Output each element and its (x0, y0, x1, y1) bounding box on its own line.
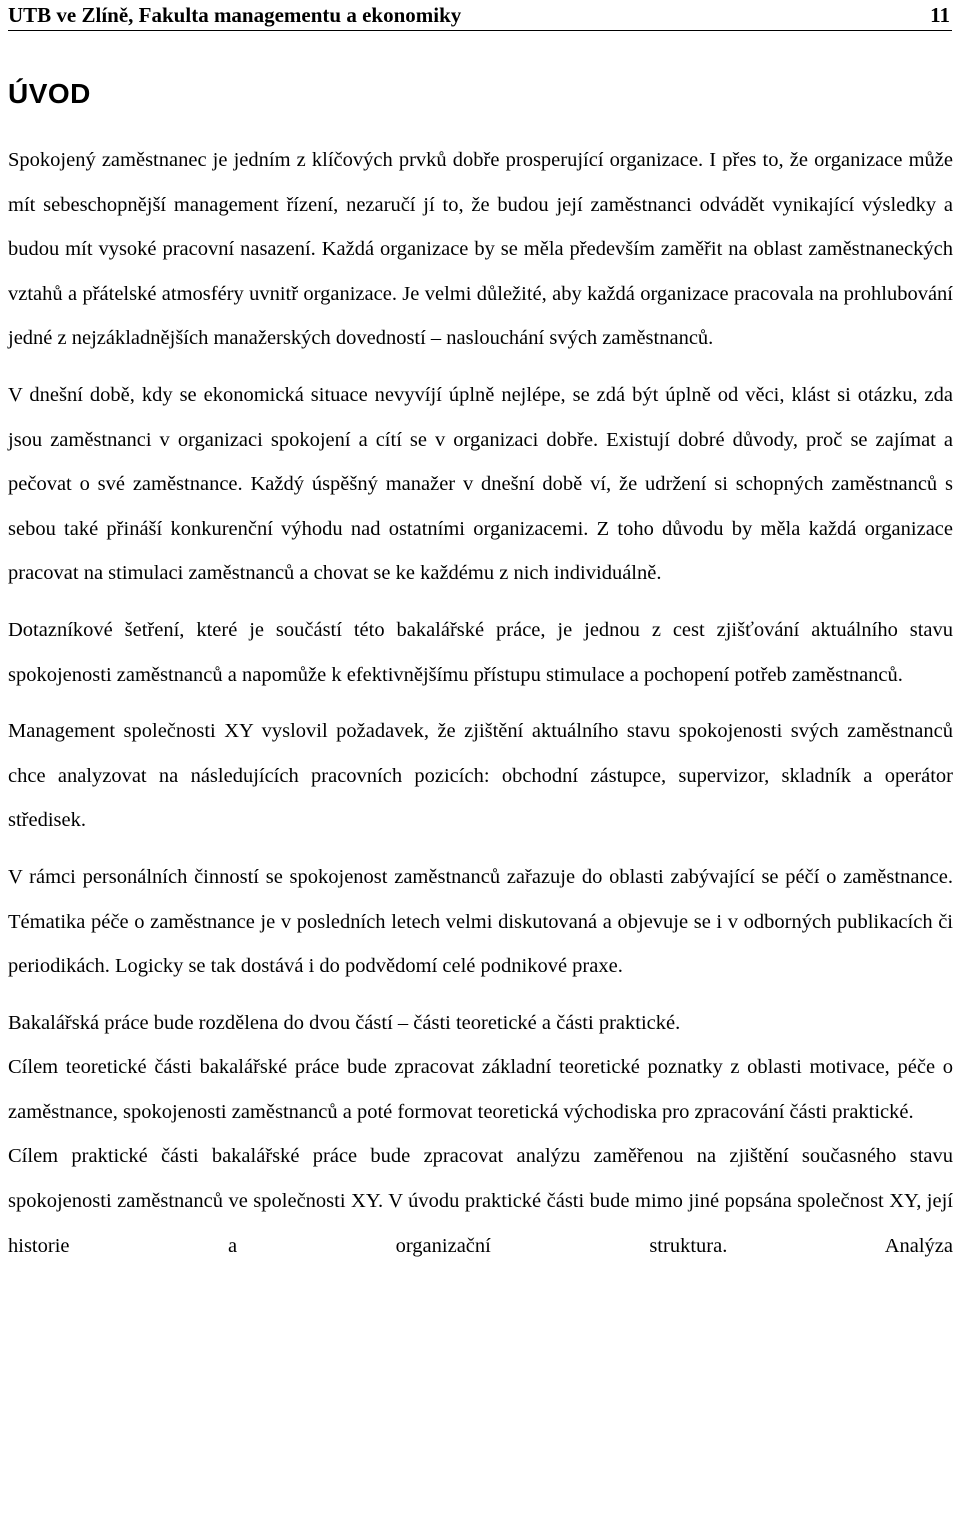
paragraph-practical-aim: Cílem praktické části bakalářské práce bude zpracovat analýzu zaměřenou na zjištění současného stavu spokojenosti zaměstnanců ve společnosti XY. V úvodu praktické části bude mimo jiné popsána společnost XY, její historie a organizační struktura. Analýza (8, 1145, 953, 1257)
paragraph-intro: Spokojený zaměstnanec je jedním z klíčových prvků dobře prosperující organizace. I přes to, že organizace může mít sebeschopnější management řízení, nezaručí jí to, že budou její zaměstnanci odvádět vynikající výsledky a budou mít vysoké pracovní nasazení. Každá organizace by se měla především zaměřit na oblast zaměstnaneckých vztahů a přátelské atmosféry uvnitř organizace. Je velmi důležité, aby každá organizace pracovala na prohlubování jedné z nejzákladnějších manažerských dovedností – naslouchání svých zaměstnanců. (8, 149, 953, 350)
paragraph-personnel-activities: V rámci personálních činností se spokojenost zaměstnanců zařazuje do oblasti zabývající se péčí o zaměstnance. Tématika péče o zaměstnance je v posledních letech velmi diskutovaná a objevuje se i v odborných publikacích či periodikách. Logicky se tak dostává i do podvědomí celé podnikové praxe. (8, 865, 953, 978)
chapter-title: ÚVOD (8, 78, 91, 109)
paragraph-thesis-structure: Bakalářská práce bude rozdělena do dvou částí – části teoretické a části praktické. (8, 1011, 681, 1034)
paragraph-management-request: Management společnosti XY vyslovil požadavek, že zjištění aktuálního stavu spokojenosti svých zaměstnanců chce analyzovat na následujících pracovních pozicích: obchodní zástupce, supervizor, skladník a operátor středisek. (8, 720, 953, 832)
paragraph-economic-situation: V dnešní době, kdy se ekonomická situace nevyvíjí úplně nejlépe, se zdá být úplně od věci, klást si otázku, zda jsou zaměstnanci v organizaci spokojení a cítí se v organizaci dobře. Existují dobré důvody, proč se zajímat a pečovat o své zaměstnance. Každý úspěšný manažer v dnešní době ví, že udržení si schopných zaměstnanců s sebou také přináší konkurenční výhodu nad ostatními organizacemi. Z toho důvodu by měla každá organizace pracovat na stimulaci zaměstnanců a chovat se ke každému z nich individuálně. (8, 383, 953, 585)
running-header (8, 0, 952, 31)
paragraph-questionnaire: Dotazníkové šetření, které je součástí této bakalářské práce, je jednou z cest zjišťování aktuálního stavu spokojenosti zaměstnanců a napomůže k efektivnějšímu přístupu stimulace a pochopení potřeb zaměstnanců. (8, 618, 953, 686)
header-title: UTB ve Zlíně, Fakulta managementu a ekonomiky (8, 2, 462, 27)
paragraph-theoretical-aim: Cílem teoretické části bakalářské práce bude zpracovat základní teoretické poznatky z oblasti motivace, péče o zaměstnance, spokojenosti zaměstnanců a poté formovat teoretická východiska pro zpracování části praktické. (8, 1056, 953, 1123)
page-number: 11 (930, 2, 950, 27)
body-text (8, 138, 953, 1268)
